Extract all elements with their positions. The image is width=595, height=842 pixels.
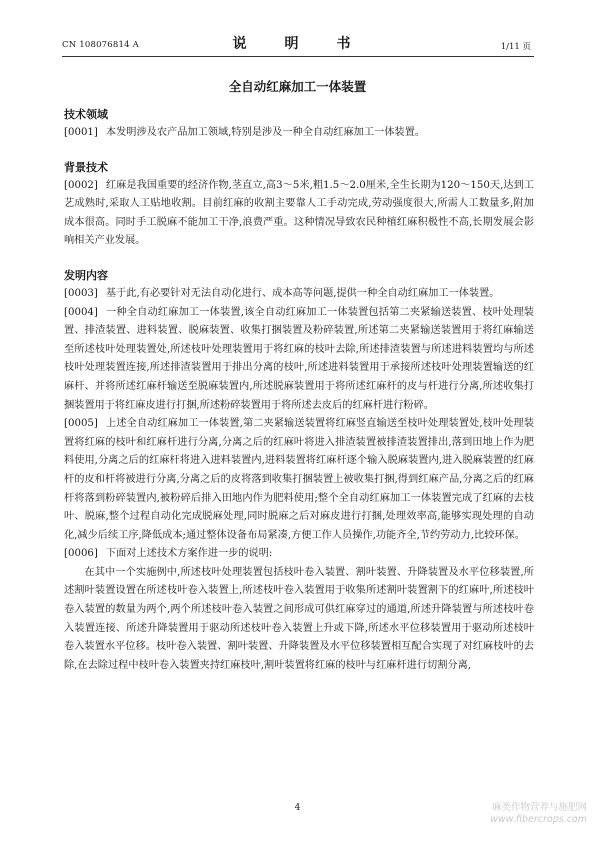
watermark-url: www.fibercrops.com [490,814,587,825]
section-heading-background: 背景技术 [64,160,108,174]
paragraph-continuation: 在其中一个实施例中,所述枝叶处理装置包括枝叶卷入装置、割叶装置、升降装置及水平位移装置,所述割叶装置设置在所述枝叶卷入装置上,所述枝叶卷入装置用于收集所述割叶装置割下的红麻叶,所述枝叶卷入装置的数量为两个,两个所述枝叶卷入装置之间形成可供红麻穿过的通道,所述升降装置与所述枝叶卷入装置连接、所述升降装置用于驱动所述枝叶卷入装置上升或下降,所述水平位移装置用于驱动所述枝叶卷入装置水平位移。枝叶卷入装置、割叶装置、升降装置及水平位移装置相互配合实现了对红麻枝叶的去除,在去除过程中枝叶卷入装置夹持红麻枝叶,割叶装置将红麻的枝叶与红麻杆进行切割分离, [64,566,534,671]
site-watermark [490,802,587,826]
paragraph-0002 [64,177,534,251]
document-type-heading: 说 明 书 [232,36,363,52]
paragraph-number: [0001] [64,127,98,138]
document-body [64,106,534,675]
paragraph-text: 下面对上述技术方案作进一步的说明: [105,548,273,560]
watermark-title: 麻类作物营养与施肥网 [491,802,587,813]
paragraph-number: [0002] [64,179,98,191]
section-heading-technical-field: 技术领域 [64,108,108,121]
paragraph-0006 [64,545,534,564]
page-indicator: 1/11 页 [500,42,531,52]
section-heading-summary: 发明内容 [64,268,108,282]
paragraph-text: 基于此,有必要针对无法自动化进行、成本高等问题,提供一种全自动红麻加工一体装置。 [105,287,500,299]
paragraph-number: [0003] [64,287,98,299]
document-title: 全自动红麻加工一体装置 [228,79,367,94]
paragraph-0004 [64,304,534,416]
paragraph-number: [0004] [64,306,98,318]
paragraph-0005 [64,415,534,545]
paragraph-text: 一种全自动红麻加工一体装置,该全自动红麻加工一体装置包括第二夹紧输送装置、枝叶处理装置、排渣装置、进料装置、脱麻装置、收集打捆装置及粉碎装置,所述第二夹紧输送装置用于将红麻输送至所述枝叶处理装置处,所述枝叶处理装置用于将红麻的枝叶去除,所述排渣装置与所述进料装置均与所述枝叶处理装置连接,所述排渣装置用于排出分离的枝叶,所述进料装置用于承接所述枝叶处理装置输送的红麻杆、并将所述红麻杆输送至脱麻装置内,所述脱麻装置用于将所述红麻杆的皮与杆进行分离,所述收集打捆装置用于将红麻皮进行打捆,所述粉碎装置用于将所述去皮后的红麻杆进行粉碎。 [64,306,534,411]
page-number: 4 [294,803,301,813]
paragraph-number: [0006] [64,548,98,560]
paragraph-text: 本发明涉及农产品加工领域,特别是涉及一种全自动红麻加工一体装置。 [105,127,425,138]
paragraph-0001 [64,124,534,143]
patent-number: CN 108076814 A [62,40,139,50]
paragraph-0003 [64,285,534,304]
paragraph-number: [0005] [64,418,98,430]
paragraph-text: 红麻是我国重要的经济作物,茎直立,高3～5米,粗1.5～2.0厘米,全生长期为120～150天,达到工艺成熟时,采取人工贴地收割。目前红麻的收割主要靠人工手动完成,劳动强度很大,所需人工数量多,附加成本很高。同时手工脱麻不能加工干净,浪费严重。这种情况导致农民种植红麻积极性不高,长期发展会影响相关产业发展。 [64,179,534,247]
paragraph-text: 上述全自动红麻加工一体装置,第二夹紧输送装置将红麻竖直输送至枝叶处理装置处,枝叶处理装置将红麻的枝叶和红麻杆进行分离,分离之后的红麻叶将进入排渣装置被排渣装置排出,落到田地上作为肥料使用,分离之后的红麻杆将进入进料装置内,进料装置将红麻杆逐个输入脱麻装置内,进入脱麻装置的红麻杆的皮和杆将被进行分离,分离之后的皮将落到收集打捆装置上被收集打捆,得到红麻产品,分离之后的红麻杆将落到粉碎装置内,被粉碎后排入田地内作为肥料使用;整个全自动红麻加工一体装置完成了红麻的去枝叶、脱麻,整个过程自动化完成脱麻处理,同时脱麻之后对麻皮进行打捆,处理效率高,能够实现处理的自动化,减少后续工序,降低成本;通过整体设备布局紧凑,方便工作人员操作,功能齐全,节约劳动力,比较环保。 [64,418,534,541]
header-divider [62,56,534,57]
